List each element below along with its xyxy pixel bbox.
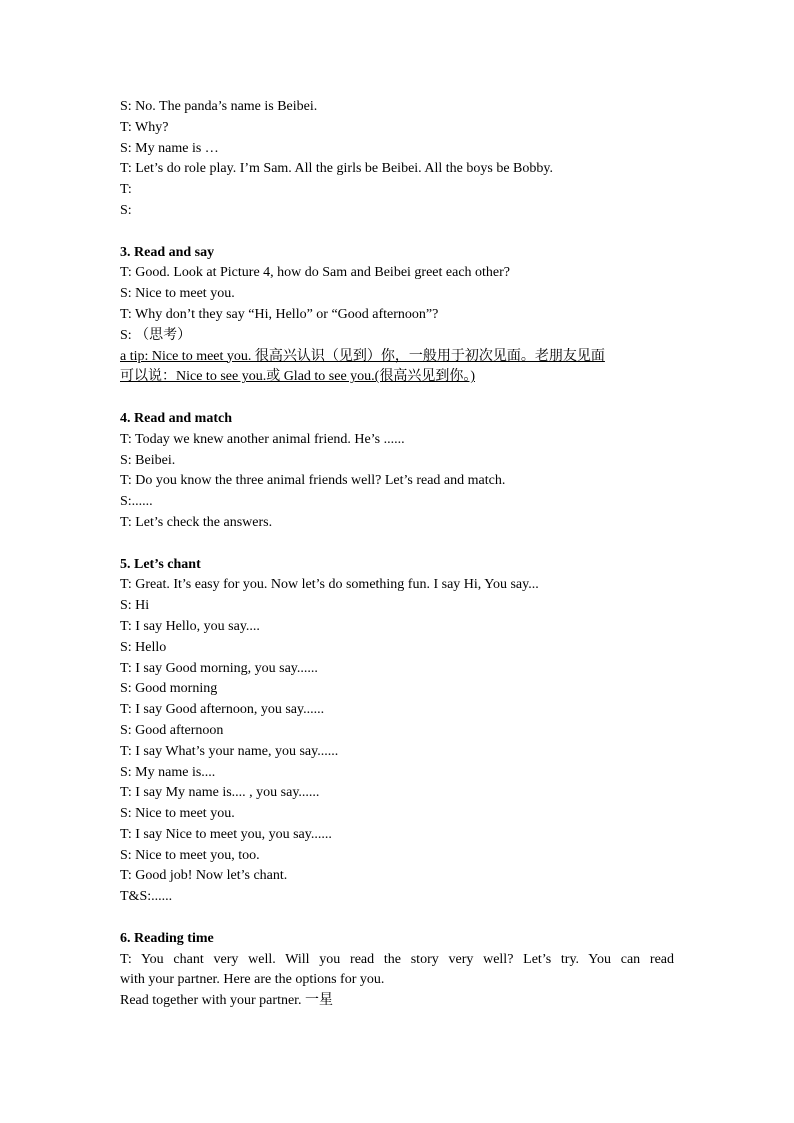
section-heading: 6. Reading time [120, 930, 214, 946]
dialogue-line: T: Good. Look at Picture 4, how do Sam and Beibei greet each other? [120, 265, 511, 281]
dialogue-line: S: [120, 202, 132, 218]
dialogue-line: T: I say Good afternoon, you say...... [120, 702, 325, 718]
dialogue-line: S: My name is.... [120, 764, 216, 780]
dialogue-line: S: Good morning [120, 681, 218, 697]
dialogue-line: T&S:...... [120, 889, 173, 905]
dialogue-line: T: [120, 182, 132, 198]
section-heading: 3. Read and say [120, 244, 215, 260]
dialogue-line: S: Good afternoon [120, 722, 224, 738]
dialogue-line: T: Why? [120, 119, 169, 135]
dialogue-line: S: No. The panda’s name is Beibei. [120, 99, 318, 114]
dialogue-line: T: Great. It’s easy for you. Now let’s do something fun. I say Hi, You say... [120, 577, 539, 593]
section-read-and-say [120, 243, 680, 389]
section-heading: 5. Let’s chant [120, 556, 201, 572]
dialogue-line: S: Hello [120, 639, 167, 655]
section-read-and-match [120, 409, 680, 534]
dialogue-line: T: Let’s do role play. I’m Sam. All the girls be Beibei. All the boys be Bobby. [120, 161, 553, 177]
dialogue-line: T: Good job! Now let’s chant. [120, 868, 288, 884]
tip-line: a tip: Nice to meet you. 很高兴认识（见到）你，一般用于初次见面。老朋友见面 [120, 348, 605, 364]
dialogue-line: S: Nice to meet you. [120, 806, 235, 822]
section-reading-time [120, 929, 680, 1012]
dialogue-line: T: You chant very well. Will you read the story very well? Let’s try. You can read [120, 951, 674, 967]
dialogue-line: S: Nice to meet you. [120, 286, 235, 302]
intro-dialogue [120, 97, 680, 222]
dialogue-line: S: Hi [120, 598, 150, 614]
tip-line: 可以说：Nice to see you.或 Glad to see you.(很高兴见到你。) [120, 369, 475, 385]
dialogue-line: T: I say Good morning, you say...... [120, 660, 318, 676]
dialogue-line: Read together with your partner. 一星 [120, 993, 334, 1009]
dialogue-line: T: I say What’s your name, you say...... [120, 743, 339, 759]
dialogue-line: S: Nice to meet you, too. [120, 847, 260, 863]
dialogue-line: with your partner. Here are the options for you. [120, 972, 385, 988]
dialogue-line: T: I say Nice to meet you, you say...... [120, 826, 332, 842]
blank-line [120, 222, 680, 243]
section-heading: 4. Read and match [120, 410, 233, 426]
dialogue-line: S: （思考） [120, 327, 192, 343]
dialogue-line: T: I say My name is.... , you say...... [120, 785, 320, 801]
document-body [120, 97, 680, 1012]
section-lets-chant [120, 555, 680, 909]
dialogue-line: T: Do you know the three animal friends well? Let’s read and match. [120, 473, 506, 489]
dialogue-line: T: Let’s check the answers. [120, 514, 273, 530]
blank-line [120, 908, 680, 929]
dialogue-line: T: Why don’t they say “Hi, Hello” or “Good afternoon”? [120, 306, 439, 322]
blank-line [120, 534, 680, 555]
dialogue-line: S:...... [120, 494, 153, 510]
dialogue-line: S: My name is … [120, 140, 219, 156]
dialogue-line: T: Today we knew another animal friend. He’s ...... [120, 431, 405, 447]
dialogue-line: S: Beibei. [120, 452, 176, 468]
dialogue-line: T: I say Hello, you say.... [120, 618, 260, 634]
blank-line [120, 388, 680, 409]
